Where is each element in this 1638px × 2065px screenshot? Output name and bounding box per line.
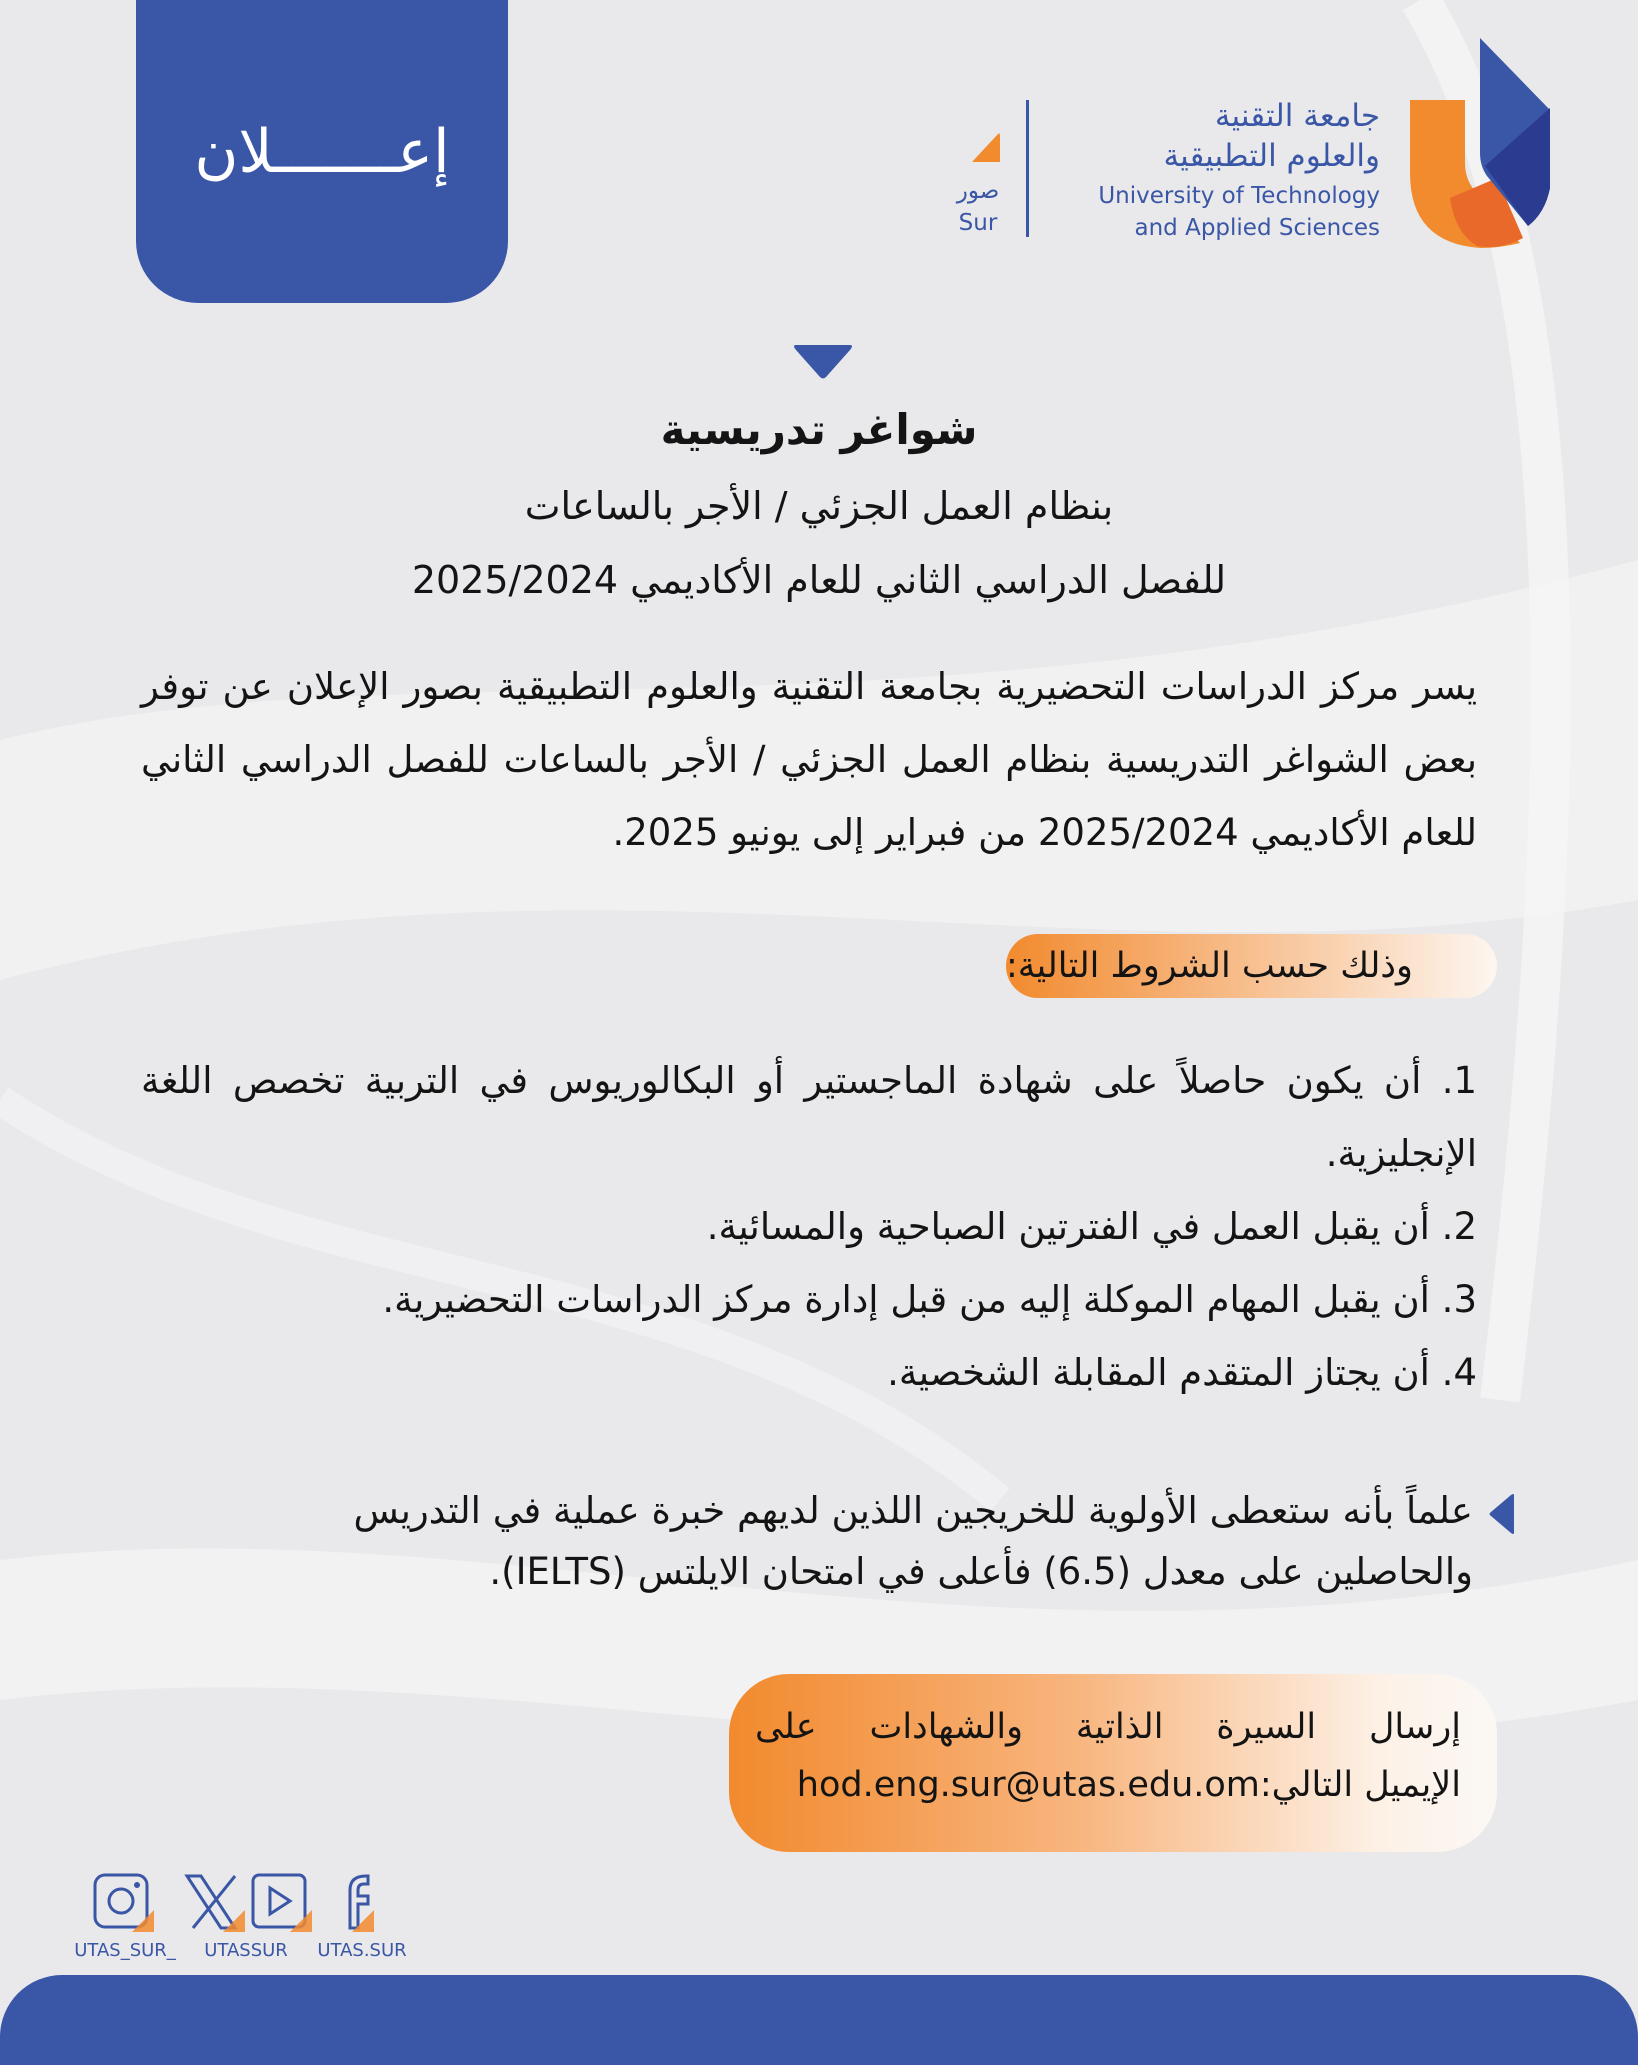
- logo-en-line-1: University of Technology: [1098, 183, 1380, 209]
- footer-bar: [0, 1975, 1638, 2065]
- campus-triangle-icon: [970, 132, 1002, 164]
- intro-paragraph: يسر مركز الدراسات التحضيرية بجامعة التقنية والعلوم التطبيقية بصور الإعلان عن توفر بعض الشواغر التدريسية بنظام العمل الجزئي / الأجر بالساعات للفصل الدراسي الثاني للعام الأكاديمي 2025/2024 من فبراير إلى يونيو 2025.: [141, 665, 1477, 854]
- logo-ar-line-2: والعلوم التطبيقية: [1163, 138, 1380, 174]
- logo-divider: [1026, 100, 1029, 237]
- conditions-list: [141, 1044, 1477, 1409]
- logo-en-line-2: and Applied Sciences: [1134, 215, 1380, 241]
- condition-item: 1. أن يكون حاصلاً على شهادة الماجستير أو البكالوريوس في التربية تخصص اللغة الإنجليزية.: [141, 1059, 1477, 1175]
- condition-item: 2. أن يقبل العمل في الفترتين الصباحية والمسائية.: [706, 1205, 1477, 1248]
- campus-name: [950, 175, 1006, 239]
- announcement-label: إعـــــــلان: [194, 116, 450, 187]
- contact-email-label: الإيميل التالي:: [1259, 1765, 1461, 1805]
- contact-line-1: إرسال السيرة الذاتية والشهادات على: [755, 1707, 1461, 1747]
- instagram-icon[interactable]: [92, 1872, 158, 1934]
- subtitle-semester: للفصل الدراسي الثاني للعام الأكاديمي 2025/2024: [411, 558, 1227, 602]
- chevron-down-icon: [792, 343, 854, 381]
- subtitle-work-type: بنظام العمل الجزئي / الأجر بالساعات: [524, 484, 1114, 528]
- youtube-icon[interactable]: [250, 1872, 316, 1934]
- page-title: شواغر تدريسية: [660, 405, 978, 454]
- x-handle[interactable]: UTASSUR: [204, 1940, 288, 1961]
- logo-ar-line-1: جامعة التقنية: [1214, 98, 1380, 134]
- university-logo-icon: [1405, 38, 1555, 248]
- campus-ar: صور: [956, 178, 1000, 204]
- university-name-arabic: [1163, 96, 1380, 176]
- note-triangle-icon: [1488, 1493, 1516, 1535]
- facebook-handle[interactable]: UTAS.SUR: [317, 1940, 407, 1961]
- conditions-heading-text: وذلك حسب الشروط التالية:: [1006, 946, 1413, 986]
- announcement-badge: [136, 0, 508, 303]
- instagram-handle[interactable]: UTAS_SUR_: [74, 1940, 176, 1961]
- conditions-heading: [1006, 934, 1497, 998]
- priority-note: علماً بأنه ستعطى الأولوية للخريجين اللذين لديهم خبرة عملية في التدريس والحاصلين على معدل (6.5) فأعلى في امتحان الايلتس (IELTS).: [353, 1489, 1473, 1593]
- contact-email-link[interactable]: hod.eng.sur@utas.edu.om: [796, 1765, 1260, 1805]
- university-name-english: [1098, 180, 1380, 244]
- facebook-icon[interactable]: [338, 1872, 388, 1934]
- x-icon[interactable]: [183, 1872, 249, 1934]
- contact-box: [729, 1674, 1497, 1852]
- condition-item: 3. أن يقبل المهام الموكلة إليه من قبل إدارة مركز الدراسات التحضيرية.: [382, 1278, 1477, 1321]
- campus-en: Sur: [958, 210, 998, 236]
- condition-item: 4. أن يجتاز المتقدم المقابلة الشخصية.: [887, 1351, 1477, 1394]
